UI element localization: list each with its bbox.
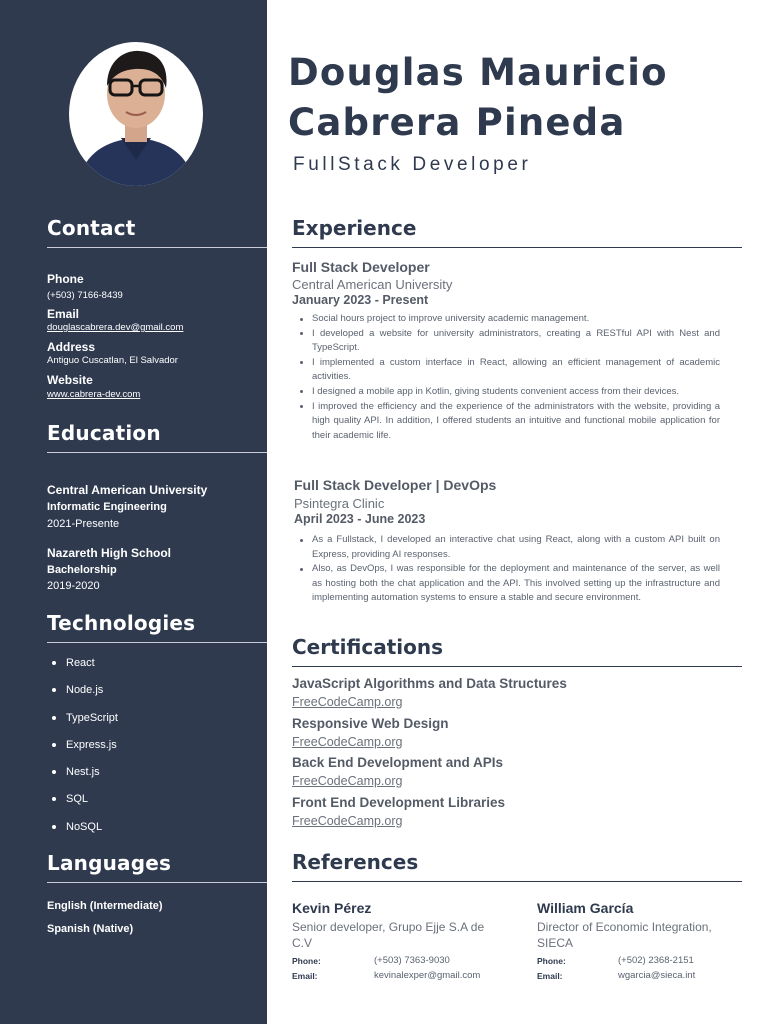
certifications-heading: Certifications: [292, 635, 443, 659]
job-organization: Psintegra Clinic: [294, 496, 385, 511]
job-title: Full Stack Developer: [292, 259, 430, 275]
certification-title: Back End Development and APIs: [292, 755, 504, 770]
website-label: Website: [47, 373, 93, 387]
phone-value: (+503) 7166-8439: [47, 290, 123, 301]
education-years: 2021-Presente: [47, 518, 120, 530]
technology-item: React: [47, 650, 118, 677]
reference-position: Director of Economic Integration, SIECA: [537, 920, 712, 950]
education-degree: Informatic Engineering: [47, 501, 167, 513]
education-years: 2019-2020: [47, 580, 100, 592]
education-degree: Bachelorship: [47, 564, 117, 576]
certifications-divider: [292, 666, 742, 667]
reference-email[interactable]: kevinalexper@gmail.com: [374, 970, 481, 981]
certification-issuer-link[interactable]: FreeCodeCamp.org: [292, 695, 403, 709]
reference-phone: (+503) 7363-9030: [374, 955, 450, 966]
education-school: Central American University: [47, 483, 208, 497]
technology-item: Nest.js: [47, 759, 118, 786]
job-responsibilities: [300, 312, 720, 443]
responsibility-item: Social hours project to improve university academic management.: [300, 312, 720, 327]
reference-position: Senior developer, Grupo Ejje S.A de C.V: [292, 920, 485, 950]
responsibility-item: Also, as DevOps, I was responsible for the deployment and maintenance of the server, as well as hosting both the chat application and the API. This involved setting up the infrastructure and implementing automation systems to ensure a stable and secure environment.: [300, 562, 720, 606]
technology-item: NoSQL: [47, 814, 118, 841]
languages-heading: Languages: [47, 851, 172, 875]
language-item: English (Intermediate): [47, 900, 163, 912]
certification-issuer-link[interactable]: FreeCodeCamp.org: [292, 814, 403, 828]
phone-label: Phone: [47, 272, 84, 286]
job-dates: April 2023 - June 2023: [294, 512, 426, 526]
technologies-heading: Technologies: [47, 611, 196, 635]
job-dates: January 2023 - Present: [292, 293, 429, 307]
education-school: Nazareth High School: [47, 546, 172, 560]
reference-name: William García: [537, 900, 634, 916]
technology-item: Express.js: [47, 732, 118, 759]
job-organization: Central American University: [292, 277, 453, 292]
language-item: Spanish (Native): [47, 923, 134, 935]
experience-divider: [292, 247, 742, 248]
certification-title: JavaScript Algorithms and Data Structures: [292, 676, 567, 691]
reference-email[interactable]: wgarcia@sieca.int: [618, 970, 696, 981]
reference-email-label: Email:: [292, 971, 318, 981]
technology-item: SQL: [47, 786, 118, 813]
reference-email-label: Email:: [537, 971, 563, 981]
email-link[interactable]: douglascabrera.dev@gmail.com: [47, 322, 184, 333]
technologies-list: [47, 650, 118, 841]
responsibility-item: As a Fullstack, I developed an interactive chat using React, along with a custom API built on Express, providing AI responses.: [300, 533, 720, 562]
technology-item: Node.js: [47, 677, 118, 704]
references-heading: References: [292, 850, 419, 874]
email-label: Email: [47, 307, 80, 321]
reference-name: Kevin Pérez: [292, 900, 372, 916]
education-divider: [47, 452, 267, 453]
full-name: [288, 48, 668, 148]
responsibility-item: I designed a mobile app in Kotlin, giving students convenient access from their devices.: [300, 385, 720, 400]
job-role: FullStack Developer: [293, 154, 532, 175]
responsibility-item: I developed a website for university administrators, creating a RESTful API with Nest and TypeScript.: [300, 327, 720, 356]
sidebar: [0, 0, 267, 1024]
address-value: Antiguo Cuscatlan, El Salvador: [47, 355, 178, 366]
references-divider: [292, 881, 742, 882]
job-title: Full Stack Developer | DevOps: [294, 477, 497, 493]
technology-item: TypeScript: [47, 705, 118, 732]
contact-divider: [47, 247, 267, 248]
certification-issuer-link[interactable]: FreeCodeCamp.org: [292, 735, 403, 749]
profile-photo: [69, 42, 203, 186]
name-line-2: Cabrera Pineda: [288, 101, 626, 144]
certification-title: Front End Development Libraries: [292, 795, 506, 810]
languages-divider: [47, 882, 267, 883]
name-line-1: Douglas Mauricio: [288, 51, 668, 94]
job-responsibilities: [300, 533, 720, 606]
website-link[interactable]: www.cabrera-dev.com: [47, 389, 141, 400]
reference-phone-label: Phone:: [537, 956, 566, 966]
education-heading: Education: [47, 421, 161, 445]
reference-phone-label: Phone:: [292, 956, 321, 966]
contact-heading: Contact: [47, 216, 136, 240]
technologies-divider: [47, 642, 267, 643]
experience-heading: Experience: [292, 216, 417, 240]
reference-phone: (+502) 2368-2151: [618, 955, 694, 966]
certification-title: Responsive Web Design: [292, 716, 449, 731]
certification-issuer-link[interactable]: FreeCodeCamp.org: [292, 774, 403, 788]
address-label: Address: [47, 340, 96, 354]
responsibility-item: I improved the efficiency and the experience of the administrators with the website, providing a high quality API. In addition, I offered students an intuitive and functional mobile application for their academic life.: [300, 400, 720, 444]
responsibility-item: I implemented a custom interface in React, allowing an efficient management of academic activities.: [300, 356, 720, 385]
